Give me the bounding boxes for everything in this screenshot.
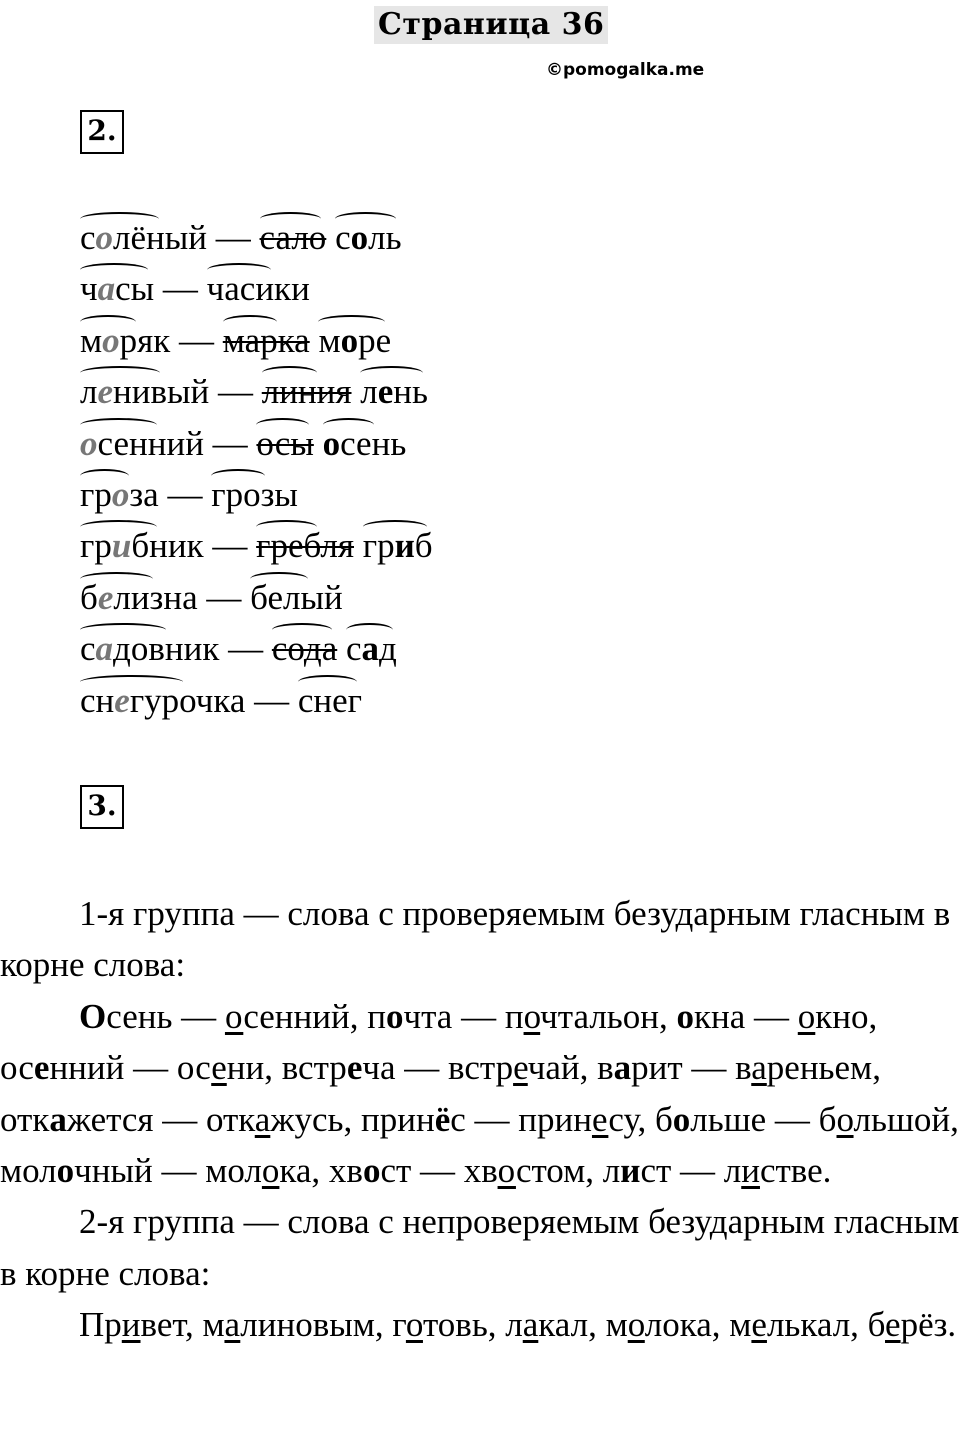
text-fragment: су, б <box>608 1099 673 1139</box>
stressed-vowel: и <box>394 526 415 566</box>
text-fragment: чный — мол <box>74 1151 262 1191</box>
text-fragment: ч <box>80 269 98 309</box>
underlined-vowel: о <box>497 1151 516 1191</box>
root-arc <box>260 212 321 226</box>
rejected-word: гребля <box>256 526 354 566</box>
underlined-vowel: и <box>121 1305 141 1345</box>
root-arc <box>80 675 183 689</box>
text-fragment: нь <box>393 372 428 412</box>
text-fragment: ни, встр <box>226 1048 347 1088</box>
text-fragment: жется — отк <box>66 1099 255 1139</box>
root-arc <box>335 212 396 226</box>
unstressed-vowel: а <box>97 269 116 309</box>
text-fragment: ль <box>368 218 402 257</box>
stressed-vowel: а <box>613 1048 632 1088</box>
text-fragment: Пр <box>79 1305 122 1345</box>
word-pair-row <box>80 418 433 469</box>
stressed-vowel: о <box>362 1151 381 1191</box>
underlined-vowel: е <box>591 1099 609 1139</box>
text-fragment: сень <box>340 423 407 463</box>
text-fragment: ре <box>358 320 392 360</box>
root-arc <box>80 520 157 534</box>
root-arc <box>80 572 153 586</box>
word-pair-row <box>80 572 433 623</box>
word-pair-row <box>80 623 433 674</box>
underlined-vowel: и <box>741 1151 760 1191</box>
text-fragment: сн <box>80 680 115 720</box>
text-fragment: с — прин <box>450 1099 592 1139</box>
root-arc <box>256 418 309 432</box>
root-arc <box>223 315 277 329</box>
text-fragment: б <box>80 577 98 617</box>
text-fragment: гр <box>80 474 112 514</box>
text-fragment: лёный — <box>113 218 260 257</box>
text-fragment: нний — ос <box>49 1048 212 1088</box>
text-fragment: сы — часики <box>115 269 310 309</box>
text-fragment: бник — <box>131 526 257 566</box>
page-title: Страница 36 <box>374 6 608 44</box>
root-arc <box>80 469 129 483</box>
text-fragment: ст — хв <box>380 1151 498 1191</box>
stressed-vowel: о <box>385 996 404 1036</box>
underlined-vowel: о <box>261 1151 280 1191</box>
word-pair-row <box>80 263 433 314</box>
word-pair-row <box>80 675 433 726</box>
unstressed-vowel: е <box>97 577 114 617</box>
unstressed-vowel: и <box>111 526 132 566</box>
stressed-vowel: ё <box>434 1099 451 1139</box>
text-fragment: льшой, мол <box>0 1099 959 1191</box>
stressed-vowel: о <box>322 423 341 463</box>
stressed-vowel: а <box>361 629 380 669</box>
task3-paragraph <box>0 991 960 1197</box>
root-arc <box>272 623 332 637</box>
root-arc <box>80 366 160 380</box>
root-arc <box>80 315 136 329</box>
underlined-vowel: е <box>513 1048 528 1088</box>
text-fragment: гурочка — снег <box>129 680 363 720</box>
root-arc <box>262 366 318 380</box>
word-pair-row <box>80 315 433 366</box>
unstressed-vowel: а <box>95 629 114 669</box>
text-fragment: кно, ос <box>0 996 878 1088</box>
text-fragment: ст — л <box>640 1151 742 1191</box>
text-fragment: гр <box>80 526 112 566</box>
task3-paragraph <box>0 1196 960 1299</box>
rejected-word: осы <box>256 423 314 463</box>
text-fragment: с <box>335 218 351 257</box>
stressed-vowel: о <box>56 1151 75 1191</box>
task3-text <box>0 888 960 1351</box>
text-fragment: сенний, п <box>243 996 386 1036</box>
stressed-vowel: и <box>620 1151 641 1191</box>
rejected-word: линия <box>261 372 352 412</box>
text-fragment <box>314 424 323 463</box>
rejected-word: сало <box>259 218 327 257</box>
root-arc <box>256 520 317 534</box>
unstressed-vowel: о <box>102 320 120 360</box>
unstressed-vowel: е <box>97 372 114 412</box>
unstressed-vowel: о <box>111 474 130 514</box>
text-fragment: д <box>379 629 397 669</box>
rejected-word: сода <box>271 629 338 669</box>
text-fragment: гр <box>354 526 395 566</box>
text-fragment: м <box>309 320 341 360</box>
text-fragment: кал, м <box>538 1305 628 1345</box>
underlined-vowel: а <box>751 1048 767 1088</box>
text-fragment: лизна — белый <box>113 577 343 617</box>
text-fragment: лькал, б <box>766 1305 886 1345</box>
text-fragment: стве. <box>759 1151 832 1191</box>
underlined-vowel: о <box>627 1305 645 1345</box>
text-fragment: сень — <box>106 996 225 1036</box>
underlined-vowel: а <box>522 1305 539 1345</box>
word-pair-row <box>80 366 433 417</box>
root-arc <box>318 315 385 329</box>
underlined-vowel: а <box>224 1305 241 1345</box>
stressed-vowel: е <box>346 1048 363 1088</box>
root-arc <box>363 520 427 534</box>
underlined-vowel: о <box>523 996 541 1036</box>
text-fragment: л <box>80 372 98 412</box>
root-arc <box>360 366 422 380</box>
text-fragment: 2-я группа — слова с непроверяемым безударным гласным в корне слова: <box>0 1202 960 1293</box>
word-list <box>80 212 433 726</box>
text-fragment: ряк — <box>119 320 223 360</box>
text-fragment: 1-я группа — слова с проверяемым безударным гласным в корне слова: <box>0 894 951 985</box>
root-arc <box>80 418 157 432</box>
task-number-2: 2. <box>80 110 124 154</box>
text-fragment: кна — <box>694 996 798 1036</box>
underlined-vowel: е <box>885 1305 901 1345</box>
word-pair-row <box>80 212 433 263</box>
stressed-vowel: о <box>676 996 694 1036</box>
task3-paragraph <box>0 1299 960 1350</box>
underlined-vowel: е <box>751 1305 767 1345</box>
text-fragment: линовым, г <box>240 1305 406 1345</box>
stressed-vowel: о <box>350 218 369 257</box>
root-arc <box>323 418 375 432</box>
word-pair-row <box>80 469 433 520</box>
stressed-vowel: а <box>49 1099 67 1139</box>
stressed-vowel: о <box>672 1099 691 1139</box>
stressed-vowel: е <box>33 1048 50 1088</box>
text-fragment: вет, м <box>140 1305 225 1345</box>
text-fragment: реньем, отк <box>0 1048 881 1139</box>
root-arc <box>80 212 159 226</box>
stressed-vowel: О <box>79 996 107 1036</box>
text-fragment: лока, м <box>644 1305 752 1345</box>
unstressed-vowel: о <box>80 423 98 463</box>
text-fragment: сенний — <box>97 423 257 463</box>
text-fragment: льше — б <box>690 1099 837 1139</box>
text-fragment: ка, хв <box>279 1151 363 1191</box>
underlined-vowel: о <box>797 996 816 1036</box>
text-fragment: б <box>414 526 433 566</box>
text-fragment: ча — встр <box>362 1048 514 1088</box>
text-fragment: жусь, прин <box>270 1099 435 1139</box>
text-fragment: довник — <box>113 629 272 669</box>
root-arc <box>346 623 393 637</box>
text-fragment: чтальон, <box>540 996 677 1036</box>
text-fragment: стом, л <box>515 1151 621 1191</box>
text-fragment: товь, л <box>422 1305 523 1345</box>
text-fragment: с <box>80 218 96 257</box>
underlined-vowel: е <box>211 1048 227 1088</box>
stressed-vowel: е <box>377 372 394 412</box>
root-arc <box>211 469 265 483</box>
rejected-word: марка <box>222 320 310 360</box>
root-arc <box>298 675 357 689</box>
text-fragment: с <box>337 629 362 669</box>
underlined-vowel: о <box>405 1305 423 1345</box>
root-arc <box>207 263 271 277</box>
word-pair-row <box>80 520 433 571</box>
root-arc <box>80 623 166 637</box>
unstressed-vowel: о <box>95 218 114 257</box>
text-fragment: чай, в <box>527 1048 614 1088</box>
underlined-vowel: о <box>836 1099 854 1139</box>
text-fragment: нивый — <box>113 372 262 412</box>
stressed-vowel: о <box>340 320 359 360</box>
task3-paragraph <box>0 888 960 991</box>
text-fragment: рёз. <box>900 1305 957 1345</box>
underlined-vowel: о <box>224 996 244 1036</box>
task-number-3: 3. <box>80 785 124 829</box>
text-fragment: л <box>351 372 378 412</box>
text-fragment: за — грозы <box>129 474 298 514</box>
text-fragment: чта — п <box>403 996 524 1036</box>
unstressed-vowel: е <box>114 680 130 720</box>
text-fragment: с <box>80 629 96 669</box>
underlined-vowel: а <box>254 1099 271 1139</box>
text-fragment <box>326 218 335 257</box>
root-arc <box>80 263 148 277</box>
text-fragment: м <box>80 320 103 360</box>
watermark: ©pomogalka.me <box>546 60 705 80</box>
root-arc <box>250 572 307 586</box>
text-fragment: рит — в <box>631 1048 752 1088</box>
